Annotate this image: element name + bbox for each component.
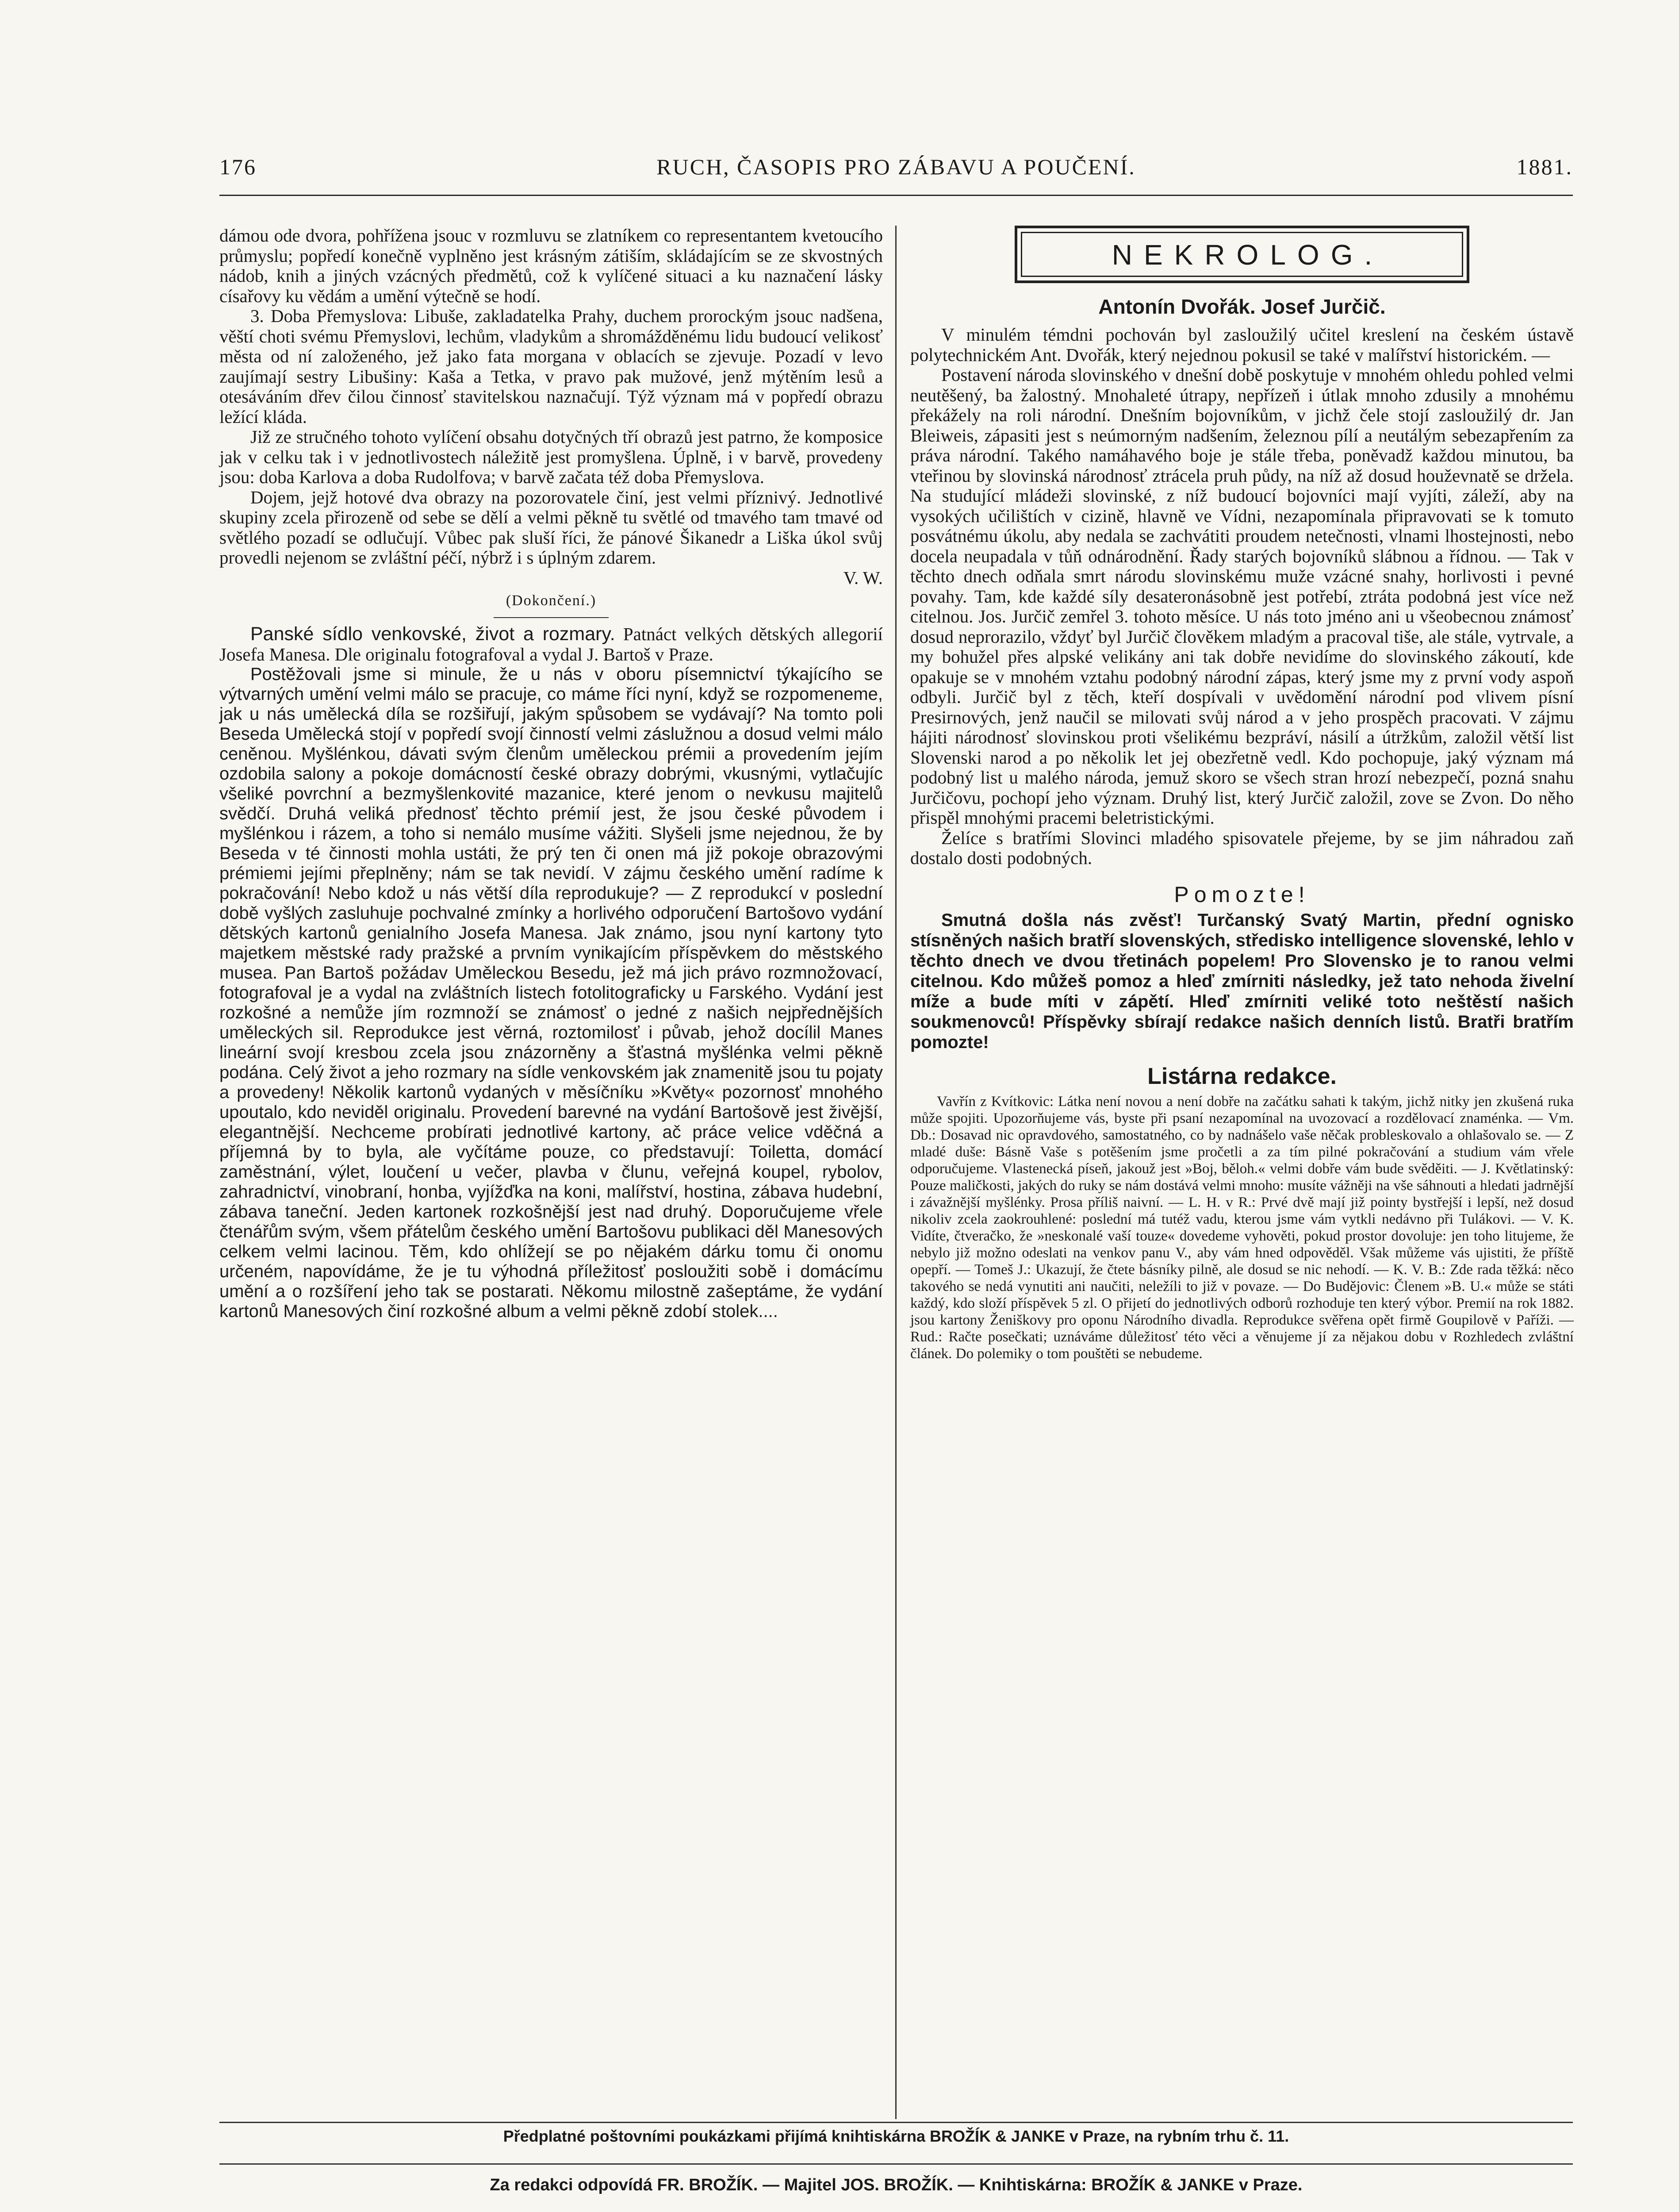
article-heading [219, 624, 883, 664]
right-column [910, 226, 1574, 1362]
left-column [219, 226, 883, 1321]
letters-body: Vavřín z Kvítkovic: Látka není novou a není dobře na začátku sahati k takým, jichž nitky jen zkušená ruka může spojiti. Upozorňujeme vás, byste při psaní nezapomínal na uvozovací a rozdělovací znaménka. — Vm. Db.: Dosavad nic opravdového, samostatného, co by nadnášelo vaše něčak probleskovalo a ohlašovalo se. — Z mladé duše: Básně Vaše s potěšením jsme pročetli a za tím pilné pokračování a studium vám vřele odporučujeme. Vlastenecká píseň, jakouž jest »Boj, běloh.« velmi dobře vám bude svěděiti. — J. Květlatinský: Pouze maličkosti, jakých do ruky se nám dostává velmi mnoho: musíte vážněji na vše sáhnouti a hledati jadrnější i závažnější myšlénky. Prosa příliš naivní. — L. H. v R.: Prvé dvě mají již pointy bystřejší i lepší, než dosud nikoliv zcela zaokrouhlené: poslední má tutéž vadu, kterou jsme vám vytkli nedávno při Tulákovi. — V. K. Vidíte, čtveračko, že »neskonalé vaší touze« dovedeme vyhověti, pokud prostor dovoluje: jen toho litujeme, že nebylo již možno odeslati na venkov panu V., aby vám hned odpověděl. Však můžeme vás ujistiti, že příště opepří. — Tomeš J.: Ukazují, že čtete básníky pilně, ale dosud se nic nehodí. — K. V. B.: Zde rada těžká: něco takového se nedá vynutiti ani naučiti, neležíli to již v povaze. — Do Budějovic: Členem »B. U.« může se státi každý, kdo složí příspěvek 5 zl. O přijetí do jednotlivých odborů rozhoduje ten který výbor. Premií na rok 1882. jsou kartony Ženiškovy pro oponu Národního divadla. Reprodukce svěřena opět firmě Goupilově v Paříži. — Rud.: Račte posečkati; uznáváme důležitosť této věci a věnujeme jí za nějakou dobu v Rozhledech zvláštní článek. Do polemiky o tom pouštěti se nebudeme. [910, 1093, 1574, 1362]
header-rule [219, 195, 1573, 196]
obituary-jurcic: Postavení národa slovinského v dnešní době poskytuje v mnohém ohledu pohled velmi neutěšený, ba žalostný. Mnohaleté útrapy, nepřízeň i útlak mnoho zdusily a mnohému překážely na roli národní. Dnešním bojovníkům, v jichž čele stojí zasloužilý dr. Jan Bleiweis, zápasiti jest s neúmorným nadšením, železnou pílí a neutálým sebezapřením za práva národní. Takého namáhavého boje je stále třeba, poněvadž každou minutou, ba vteřinou by slovinská národnosť ztrácela pruh půdy, na níž až dosud houževnatě se držela. Na studující mládeži slovinské, z níž budoucí bojovníci mají vyjíti, záleží, aby na vysokých učilištích v cizině, hlavně ve Vídni, nezapomínala připravovati se k tomuto posvátnému úkolu, aby nedala se zachvátiti proudem netečnosti, vlnami lhostejnosti, nebo docela neupadala v tůň odnárodnění. Řady starých bojovníků slábnou a řídnou. — Tak v těchto dnech odňala smrt národu slovinskému muže vzácné snahy, horlivosti i pevné povahy. Tam, kde každé síly desateronásobně jest potřebí, ztráta podobná jest více než citelnou. Jos. Jurčič zemřel 3. tohoto měsíce. U nás toto jméno ani u všeobecnou známosť dosud neprorazilo, vždyť byl Jurčič člověkem mladým a pracoval tiše, ale stále, vytrvale, a my bohužel přes alpské velikány ani tak dobře nevidíme do slovinského zákoutí, kde opakuje se v mnohém vztahu podobný národní zápas, který jsme my z první vody aspoň odbyli. Jurčič byl z těch, kteří dospívali v uvědomění národní pod vlivem písní Presirnových, jenž naučil se milovati svůj národ a v jeho prospěch pracovati. V zájmu hájiti národnosť slovinskou proti všelikému bezpráví, násilí a útržkům, založil větší list Slovenski narod a po několik let jej obezřetně vedl. Kdo pochopuje, jaký význam má podobný list u malého národa, jemuž skoro se všech stran hrozí nebezpečí, pozná snahu Jurčičovu, pochopí jeho význam. Druhý list, který Jurčič založil, zove se Zvon. Do něho přispěl mnohými pracemi beletristickými. [910, 365, 1574, 828]
running-head [219, 150, 1573, 189]
footer-rule-top [219, 2122, 1573, 2123]
obituary-closing: Želíce s bratřími Slovinci mladého spisovatele přejeme, by se jim náhradou zaň dostalo dosti podobných. [910, 827, 1574, 868]
continuation-note: (Dokončení.) [506, 592, 597, 609]
page-number: 176 [219, 154, 257, 179]
appeal-title: Pomozte! [1174, 882, 1310, 907]
article-title: Panské sídlo venkovské, život a rozmary. [250, 623, 615, 645]
paragraph-impression: Dojem, jejž hotové dva obrazy na pozorovatele činí, jest velmi příznivý. Jednotlivé skupiny zcela přirozeně od sebe se dělí a velmi pěkně tu světlé od tmavého tam tmavé od světlého pozadí se odlučují. Vůbec pak sluší říci, že pánové Šikanedr a Liška úkol svůj provedli nejenom se zvláštní péčí, nýbrž i s úplným zdarem. [219, 487, 883, 568]
journal-title: RUCH, ČASOPIS PRO ZÁBAVU A POUČENÍ. [656, 154, 1136, 179]
article-subtitle: Patnáct velkých dětských allegorií Josefa Manesa. Dle originalu fotografoval a vydal J. Bartoš v Praze. [219, 624, 883, 664]
obituary-subhead: Antonín Dvořák. Josef Jurčič. [1098, 295, 1386, 318]
author-signature: V. W. [843, 567, 883, 588]
article-body: Postěžovali jsme si minule, že u nás v oboru písemnictví týkajícího se výtvarných umění velmi málo se pracuje, co máme říci nyní, když se rozpomeneme, jak u nás umělecká díla se rozšiřují, jakým spůsobem se vydávají? Na tomto poli Beseda Umělecká stojí v popředí svojí činností velmi záslužnou a dosud velmi málo ceněnou. Myšlénkou, dávati svým členům uměleckou prémii a provedením jejím ozdobila salony a pokoje domácností české obrazy dobrými, vkusnými, vytlačujíc všeliké povrchní a bezmyšlenkovité mazanice, které jenom o nevkusu majitelů svědčí. Druhá veliká přednosť těchto prémií jest, že jsou české původem i myšlénkou i rázem, a toho si nemálo musíme vážiti. Slyšeli jsme nejednou, že by Beseda v té činnosti mohla ustáti, že prý ten či onen má již pokoje obrazovými prémiemi jejími přeplněny; nám se tak nevidí. V zájmu českého umění radíme k pokračování! Nebo kdož u nás větší díla reprodukuje? — Z reprodukcí v poslední době vyšlých zasluhuje pochvalné zmínky a horlivého odporučení Bartošovo vydání dětských kartonů genialního Josefa Manesa. Jak známo, jsou nyní kartony tyto majetkem městské rady pražské a prvním vynikajícím příspěvkem do městského musea. Pan Bartoš požádav Uměleckou Besedu, jež má jich právo rozmnožovací, fotografoval je a vydal na zvláštních listech fotolitograficky u Farského. Vydání jest rozkošné a nemůže jím rozmnoží se známosť o jedné z našich nejpřednějších uměleckých sil. Reprodukce jest věrná, roztomilosť i půvab, jehož docílil Manes lineární svojí kresbou zcela jsou znázorněny a šťastná myšlénka velmi pěkně podána. Celý život a jeho rozmary na sídle venkovském jak znamenitě jsou tu pojaty a provedeny! Několik kartonů vydaných v měsíčníku »Květy« pozornosť mnohého upoutalo, kdo neviděl originalu. Provedení barevné na vydání Bartošově jest živější, elegantnější. Nechceme probírati jednotlivé kartony, ač práce velice vděčná a příjemná by to byla, ale vyčítáme pouze, co představují: Toiletta, domácí zaměstnání, výlet, loučení u večer, plavba v člunu, veřejná koupel, rybolov, zahradnictví, vinobraní, honba, vyjížďka na koni, malířství, hostina, zábava hudební, zábava taneční. Jeden kartonek rozkošnější jest nad druhý. Doporučujeme vřele čtenářům svým, všem přátelům českého umění Bartošovu publikaci děl Manesových celkem velmi lacinou. Těm, kdo ohlížejí se po nějakém dárku tomu či onomu určeném, napovídáme, že je tu výhodná příležitosť posloužiti sobě i domácímu umění a o rozšíření jeho tak se postarati. Někomu milostně zašeptáme, že vydání kartonů Manesových činí rozkošné album a velmi pěkně zdobí stolek.... [219, 664, 883, 1321]
nekrolog-title: NEKROLOG. [1021, 232, 1463, 277]
paragraph-continuation: dámou ode dvora, pohřížena jsouc v rozmluvu se zlatníkem co representantem kvetoucího průmyslu; popředí konečně vyplněno jest krásným zátiším, skládajícím se ze skvostných nádob, knih a jiných vzácných předmětů, což k vylíčené situaci a ku naznačení lásky císařovy ku vědám a umění výtečně se hodí. [219, 225, 883, 306]
footer-rule-middle [219, 2163, 1573, 2165]
year: 1881. [1516, 154, 1573, 179]
letters-title: Listárna redakce. [1147, 1063, 1337, 1089]
column-divider [895, 226, 897, 2119]
obituary-dvorak: V minulém témdni pochován byl zasloužilý učitel kreslení na českém ústavě polytechnickém Ant. Dvořák, který nejednou pokusil se také v malířství historickém. — [910, 324, 1574, 365]
appeal-body: Smutná došla nás zvěsť! Turčanský Svatý Martin, přední ognisko stísněných našich bratří slovenských, středisko intelligence slovenské, lehlo v těchto dnech ve dvou třetinách popelem! Pro Slovensko je to ranou velmi citelnou. Kdo můžeš pomoz a hleď zmírniti následky, jež tato nehoda živelní míže a bude míti v zápětí. Hleď zmírniti veliké toto neštěstí našich soukmenovců! Příspěvky sbírají redakce našich denních listů. Bratři bratřím pomozte! [910, 910, 1574, 1052]
nekrolog-box [1015, 226, 1469, 283]
imprint-line: Za redakci odpovídá FR. BROŽÍK. — Majitel JOS. BROŽÍK. — Knihtiskárna: BROŽÍK & JANKE v Praze. [490, 2176, 1303, 2194]
subscription-notice: Předplatné poštovními poukázkami přijímá knihtiskárna BROŽÍK & JANKE v Praze, na rybním trhu č. 11. [503, 2127, 1289, 2145]
paragraph-doba-premyslova: 3. Doba Přemyslova: Libuše, zakladatelka Prahy, duchem prorockým jsouc nadšena, věští choti svému Přemyslovi, lechům, vladykům a shromážděnému lidu budoucí velikosť města od ní založeného, jež jako fata morgana v oblacích se zjevuje. Pozadí v levo zaujímají sestry Libušiny: Kaša a Tetka, v pravo pak mužové, jenž mýtěním lesů a otesáváním dřev čilou činnosť stavitelskou naznačují. Týž význam má v popředí obrazu ležící kláda. [219, 306, 883, 427]
signature-line [219, 568, 883, 588]
section-divider [494, 617, 609, 618]
paragraph-composition: Již ze stručného tohoto vylíčení obsahu dotyčných tří obrazů jest patrno, že komposice jak v celku tak i v jednotlivostech náležitě jest promyšlena. Úplně, i v barvě, provedeny jsou: doba Karlova a doba Rudolfova; v barvě začata též doba Přemyslova. [219, 426, 883, 487]
